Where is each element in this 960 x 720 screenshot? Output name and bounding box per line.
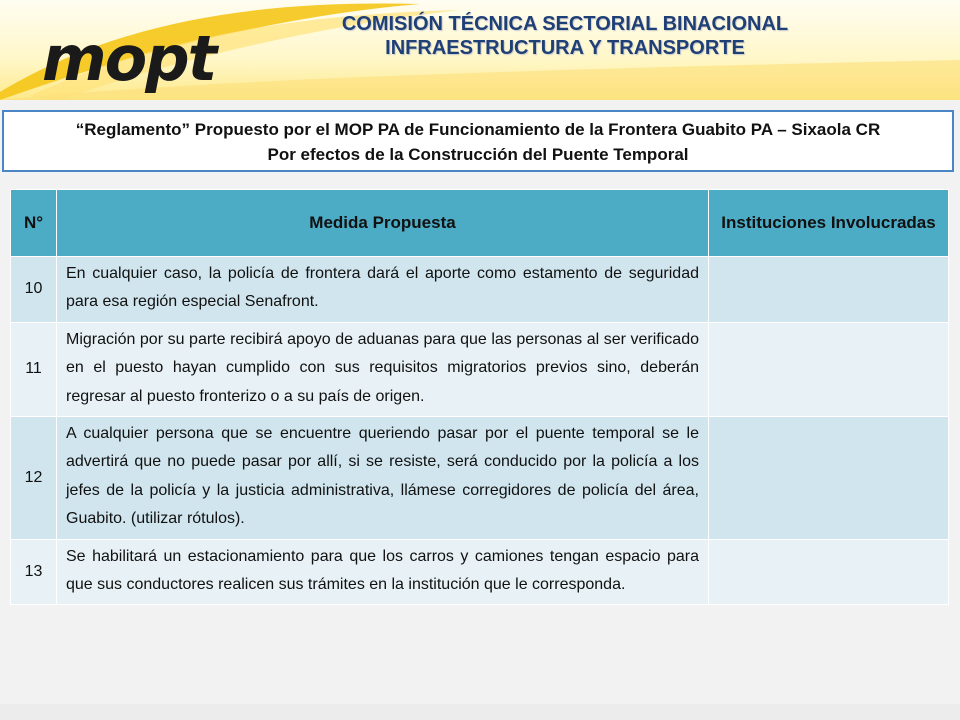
- row-number: 10: [11, 257, 57, 323]
- row-number: 13: [11, 539, 57, 605]
- page-title: [280, 12, 850, 60]
- row-medida: Migración por su parte recibirá apoyo de aduanas para que las personas al ser verificado en el puesto hayan cumplido con sus requisitos migratorios previos sino, deberán regresar al puesto fronterizo o a su país de origen.: [57, 322, 709, 416]
- table-row: [11, 322, 949, 416]
- title-line-1: COMISIÓN TÉCNICA SECTORIAL BINACIONAL: [341, 13, 789, 35]
- subtitle-line-2: Por efectos de la Construcción del Puente Temporal: [267, 145, 689, 164]
- header-instituciones: Instituciones Involucradas: [709, 190, 949, 257]
- row-medida: Se habilitará un estacionamiento para que los carros y camiones tengan espacio para que sus conductores realicen sus trámites en la institución que le corresponda.: [57, 539, 709, 605]
- header-num: N°: [11, 190, 57, 257]
- row-number: 11: [11, 322, 57, 416]
- table-row: [11, 257, 949, 323]
- footer-bar: [0, 704, 960, 720]
- row-medida: A cualquier persona que se encuentre queriendo pasar por el puente temporal se le advertirá que no puede pasar por allí, si se resiste, será conducido por la policía a los jefes de la policía y la justicia administrativa, llámese corregidores de policía del área, Guabito. (utilizar rótulos).: [57, 417, 709, 540]
- header-banner: [0, 0, 960, 100]
- row-medida: En cualquier caso, la policía de frontera dará el aporte como estamento de seguridad para esa región especial Senafront.: [57, 257, 709, 323]
- table-header-row: [11, 190, 949, 257]
- measures-table: [10, 189, 949, 605]
- row-number: 12: [11, 417, 57, 540]
- table-row: [11, 539, 949, 605]
- header-medida: Medida Propuesta: [57, 190, 709, 257]
- mopt-logo: mopt: [42, 22, 216, 95]
- table-row: [11, 417, 949, 540]
- title-line-2: INFRAESTRUCTURA Y TRANSPORTE: [385, 37, 745, 59]
- subtitle-line-1: “Reglamento” Propuesto por el MOP PA de Funcionamiento de la Frontera Guabito PA – Sixaola CR: [75, 120, 881, 139]
- row-instituciones: [709, 417, 949, 540]
- subtitle-box: [2, 110, 954, 172]
- row-instituciones: [709, 322, 949, 416]
- row-instituciones: [709, 539, 949, 605]
- row-instituciones: [709, 257, 949, 323]
